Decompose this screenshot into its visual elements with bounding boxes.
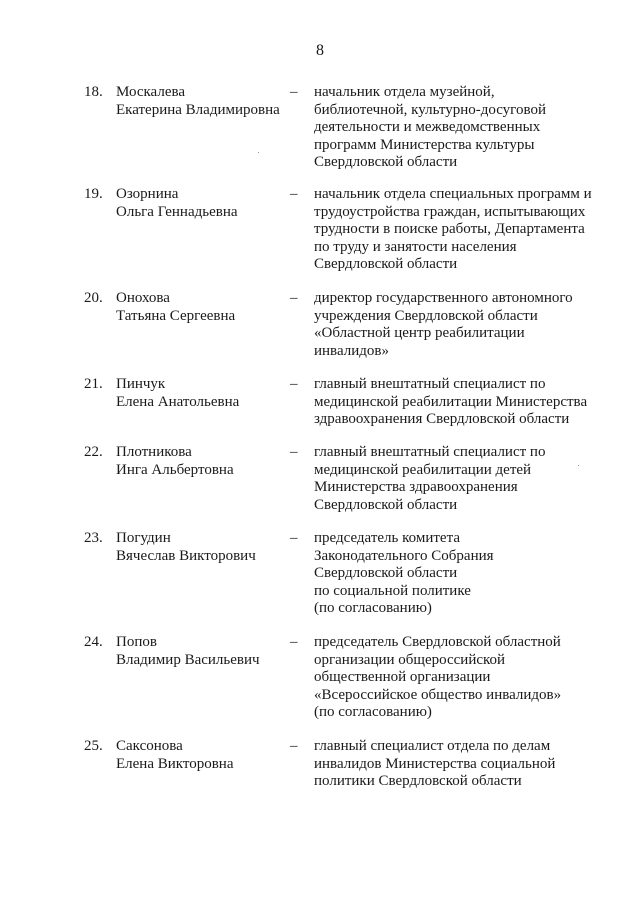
item-number: 22. xyxy=(84,444,103,460)
surname: Попов xyxy=(116,634,157,650)
position-description xyxy=(314,84,604,172)
desc-line: медицинской реабилитации Министерства xyxy=(314,393,588,410)
given-names: Вячеслав Викторович xyxy=(116,547,256,564)
item-number: 24. xyxy=(84,634,103,650)
dash-separator: – xyxy=(290,738,298,754)
surname: Саксонова xyxy=(116,738,183,754)
given-names: Инга Альбертовна xyxy=(116,461,234,478)
position-description xyxy=(314,290,604,360)
desc-line: главный специалист отдела по делам xyxy=(314,738,551,754)
position-description xyxy=(314,738,604,791)
desc-line: по социальной политике xyxy=(314,582,471,599)
desc-line: директор государственного автономного xyxy=(314,290,573,306)
item-number: 23. xyxy=(84,530,103,546)
desc-line: деятельности и межведомственных xyxy=(314,119,541,136)
person-name xyxy=(116,376,239,411)
desc-line: организации общероссийской xyxy=(314,651,506,668)
given-names: Екатерина Владимировна xyxy=(116,101,280,118)
desc-line: Свердловской области xyxy=(314,256,458,273)
item-number: 18. xyxy=(84,84,103,100)
desc-line: (по согласованию) xyxy=(314,600,432,617)
position-description xyxy=(314,444,604,514)
position-description xyxy=(314,634,604,722)
desc-line: по труду и занятости населения xyxy=(314,238,517,255)
desc-line: инвалидов» xyxy=(314,342,389,359)
dash-separator: – xyxy=(290,84,298,100)
desc-line: трудоустройства граждан, испытывающих xyxy=(314,203,586,220)
scan-speck xyxy=(578,465,579,466)
position-description xyxy=(314,376,604,429)
desc-line: Свердловской области xyxy=(314,565,458,582)
dash-separator: – xyxy=(290,376,298,392)
surname: Плотникова xyxy=(116,444,192,460)
person-name xyxy=(116,84,280,119)
desc-line: Законодательного Собрания xyxy=(314,547,494,564)
page-number: 8 xyxy=(316,42,324,59)
desc-line: Свердловской области xyxy=(314,154,458,171)
desc-line: учреждения Свердловской области xyxy=(314,307,538,324)
desc-line: главный внештатный специалист по xyxy=(314,376,546,392)
desc-line: «Всероссийское общество инвалидов» xyxy=(314,686,562,703)
person-name xyxy=(116,530,256,565)
desc-line: библиотечной, культурно-досуговой xyxy=(314,101,546,118)
desc-line: Свердловской области xyxy=(314,496,458,513)
item-number: 25. xyxy=(84,738,103,754)
surname: Озорнина xyxy=(116,186,179,202)
desc-line: общественной организации xyxy=(314,669,491,686)
surname: Онохова xyxy=(116,290,170,306)
scan-speck xyxy=(258,152,259,153)
desc-line: здравоохранения Свердловской области xyxy=(314,411,570,428)
item-number: 20. xyxy=(84,290,103,306)
dash-separator: – xyxy=(290,530,298,546)
surname: Пинчук xyxy=(116,376,166,392)
surname: Погудин xyxy=(116,530,171,546)
given-names: Елена Анатольевна xyxy=(116,393,240,410)
item-number: 19. xyxy=(84,186,103,202)
person-name xyxy=(116,738,234,773)
desc-line: трудности в поиске работы, Департамента xyxy=(314,221,585,238)
dash-separator: – xyxy=(290,634,298,650)
desc-line: (по согласованию) xyxy=(314,704,432,721)
position-description xyxy=(314,186,604,274)
desc-line: инвалидов Министерства социальной xyxy=(314,755,556,772)
desc-line: начальник отдела музейной, xyxy=(314,84,495,100)
desc-line: председатель Свердловской областной xyxy=(314,634,561,650)
dash-separator: – xyxy=(290,290,298,306)
desc-line: председатель комитета xyxy=(314,530,460,546)
desc-line: медицинской реабилитации детей xyxy=(314,461,532,478)
desc-line: начальник отдела специальных программ и xyxy=(314,186,592,202)
person-name xyxy=(116,290,235,325)
person-name xyxy=(116,444,234,479)
given-names: Татьяна Сергеевна xyxy=(116,307,236,324)
person-name xyxy=(116,186,238,221)
person-name xyxy=(116,634,260,669)
desc-line: главный внештатный специалист по xyxy=(314,444,546,460)
dash-separator: – xyxy=(290,186,298,202)
desc-line: политики Свердловской области xyxy=(314,773,522,790)
item-number: 21. xyxy=(84,376,103,392)
position-description xyxy=(314,530,604,618)
desc-line: Министерства здравоохранения xyxy=(314,479,518,496)
desc-line: программ Министерства культуры xyxy=(314,136,535,153)
given-names: Елена Викторовна xyxy=(116,755,234,772)
desc-line: «Областной центр реабилитации xyxy=(314,325,525,342)
dash-separator: – xyxy=(290,444,298,460)
surname: Москалева xyxy=(116,84,186,100)
given-names: Владимир Васильевич xyxy=(116,651,260,668)
given-names: Ольга Геннадьевна xyxy=(116,203,238,220)
